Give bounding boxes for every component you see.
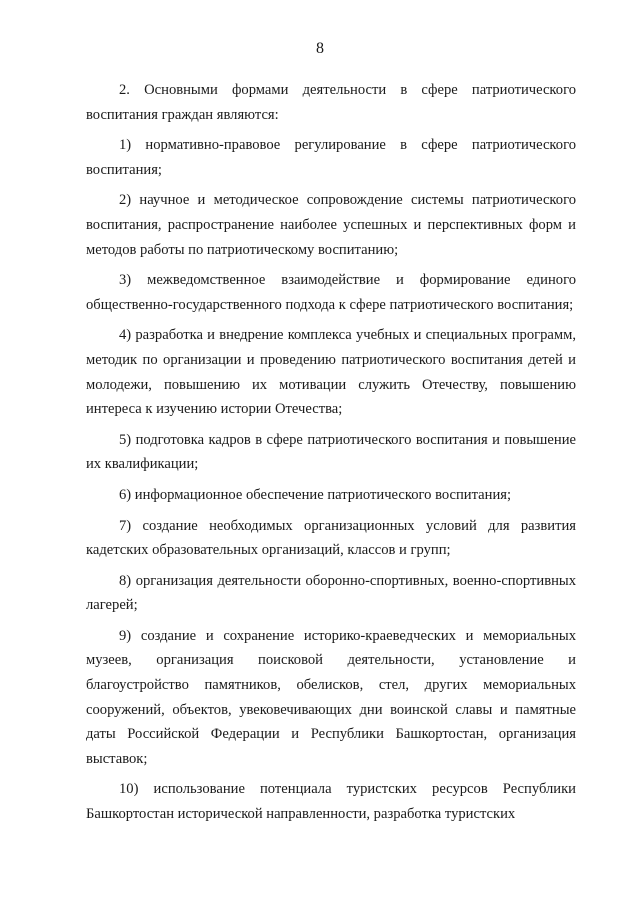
list-item-9: 9) создание и сохранение историко-краеведческих и мемориальных музеев, организация поисковой деятельности, установление и благоустройство памятников, обелисков, стел, других мемориальных сооружений, объектов, увековечивающих дни воинской славы и памятные даты Российской Федерации и Республики Башкортостан, организация выставок; — [86, 627, 576, 767]
list-item-4: 4) разработка и внедрение комплекса учебных и специальных программ, методик по организации и проведению патриотического воспитания детей и молодежи, повышению их мотивации служить Отечеству, повышению интереса к изучению истории Отечества; — [86, 327, 576, 418]
paragraph-intro: 2. Основными формами деятельности в сфере патриотического воспитания граждан являются: — [86, 82, 576, 123]
list-item-2: 2) научное и методическое сопровождение системы патриотического воспитания, распространение наиболее успешных и перспективных форм и методов работы по патриотическому воспитанию; — [86, 192, 576, 258]
list-item-6: 6) информационное обеспечение патриотического воспитания; — [119, 486, 512, 503]
list-item-10: 10) использование потенциала туристских ресурсов Республики Башкортостан исторической направленности, разработка туристских — [86, 781, 576, 823]
list-item-5: 5) подготовка кадров в сфере патриотического воспитания и повышение их квалификации; — [86, 431, 576, 473]
list-item-3: 3) межведомственное взаимодействие и формирование единого общественно-государственного подхода к сфере патриотического воспитания; — [86, 272, 576, 313]
list-item-1: 1) нормативно-правовое регулирование в сфере патриотического воспитания; — [86, 137, 576, 178]
document-body — [86, 78, 576, 833]
list-item-8: 8) организация деятельности оборонно-спортивных, военно-спортивных лагерей; — [86, 572, 576, 614]
page-number: 8 — [316, 40, 324, 57]
list-item-7: 7) создание необходимых организационных условий для развития кадетских образовательных организаций, классов и групп; — [86, 517, 576, 559]
